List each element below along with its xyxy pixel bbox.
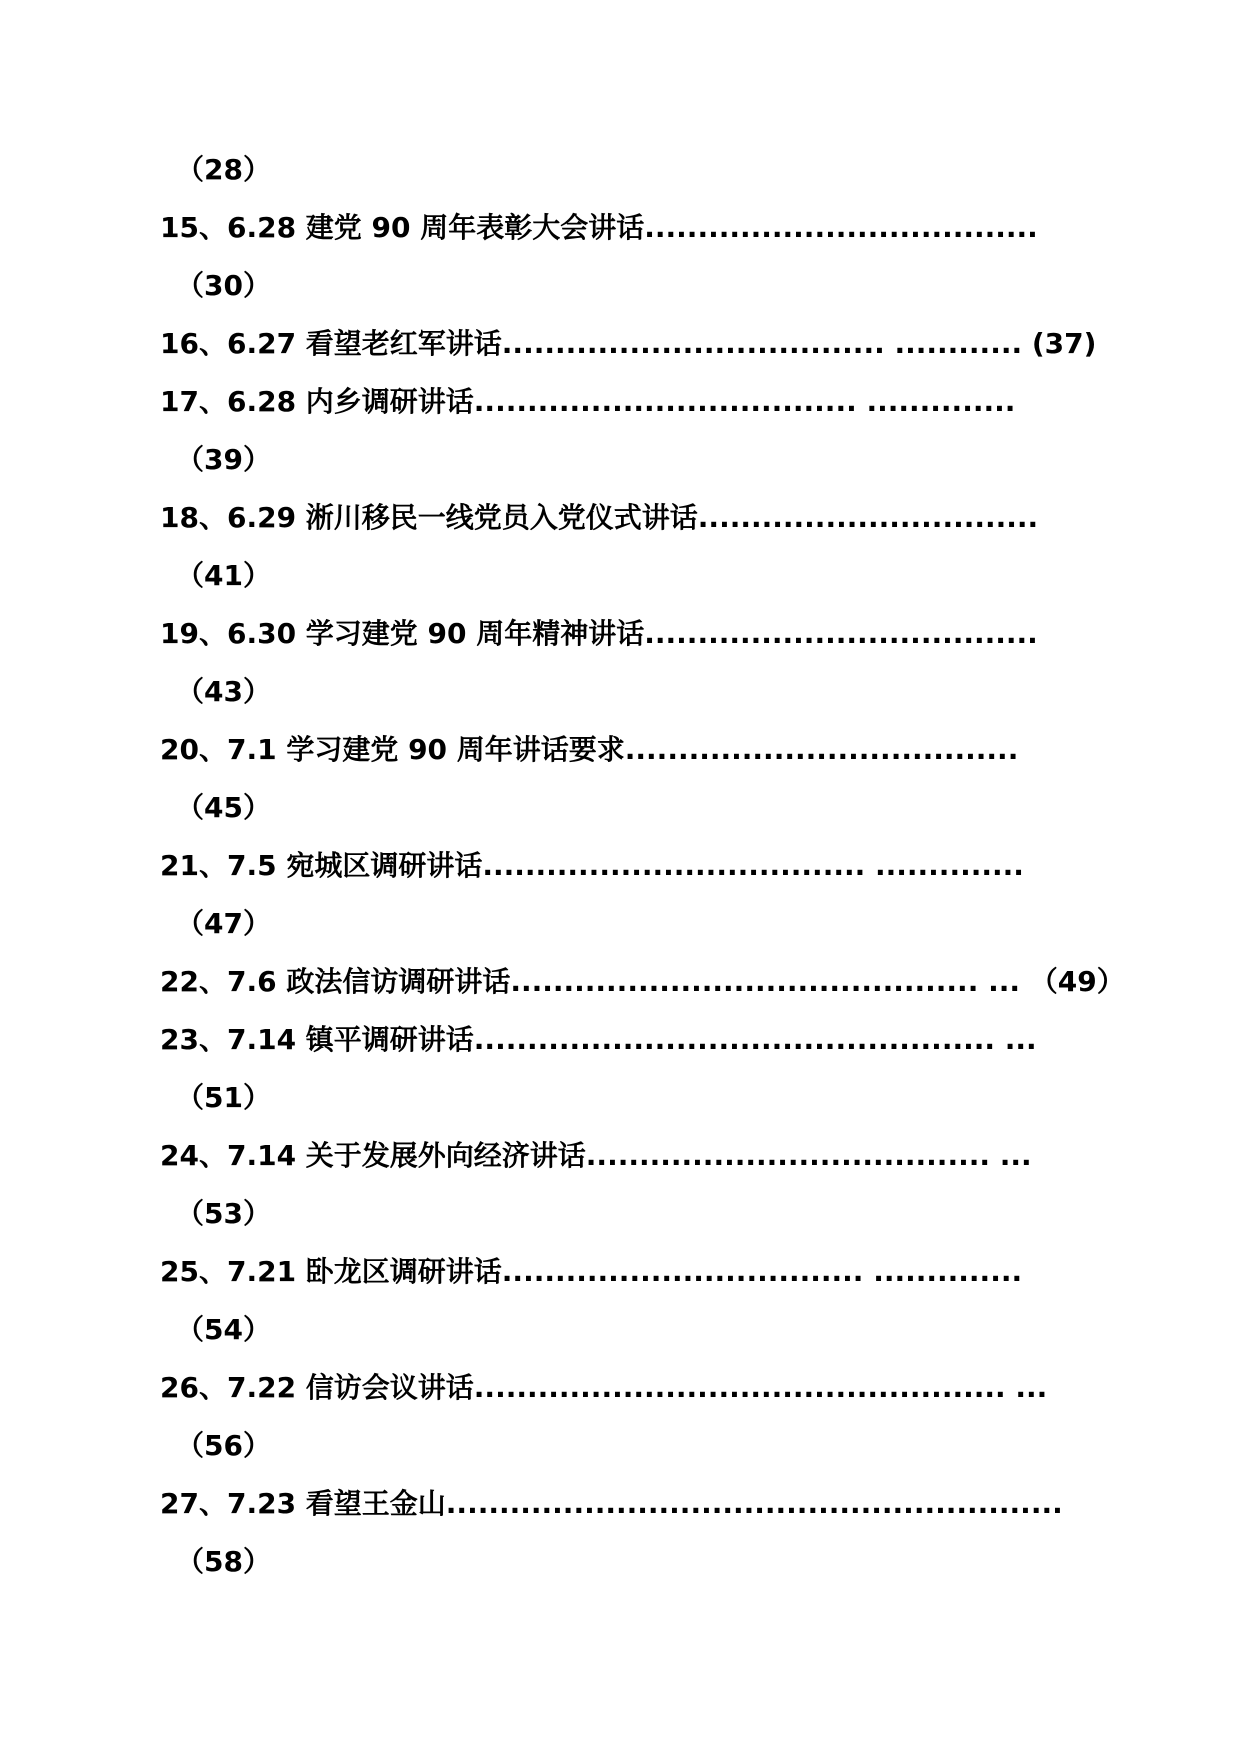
toc-page-number: （39） bbox=[176, 443, 271, 476]
toc-page-number: （58） bbox=[176, 1545, 271, 1578]
toc-entry: 23、7.14 镇平调研讲话................................................. ... bbox=[160, 1023, 1037, 1056]
toc-entry: 21、7.5 宛城区调研讲话.................................... .............. bbox=[160, 849, 1024, 882]
toc-page-number: （51） bbox=[176, 1081, 271, 1114]
toc-page-number: （45） bbox=[176, 791, 271, 824]
toc-page-number: （47） bbox=[176, 907, 271, 940]
toc-page-number: （56） bbox=[176, 1429, 271, 1462]
toc-entry: 15、6.28 建党 90 周年表彰大会讲话..................................... bbox=[160, 211, 1038, 244]
toc-page-number: （28） bbox=[176, 153, 271, 186]
toc-entry: 19、6.30 学习建党 90 周年精神讲话..................................... bbox=[160, 617, 1038, 650]
toc-entry: 20、7.1 学习建党 90 周年讲话要求..................................... bbox=[160, 733, 1019, 766]
toc-page-number: （30） bbox=[176, 269, 271, 302]
toc-page-number: （43） bbox=[176, 675, 271, 708]
toc-entry: 16、6.27 看望老红军讲话.................................... ............ (37) bbox=[160, 327, 1097, 360]
toc-entry: 27、7.23 看望王金山.......................................................... bbox=[160, 1487, 1063, 1520]
toc-entry: 22、7.6 政法信访调研讲话............................................ ... （49） bbox=[160, 965, 1125, 998]
toc-page-number: （54） bbox=[176, 1313, 271, 1346]
toc-entry: 24、7.14 关于发展外向经济讲话...................................... ... bbox=[160, 1139, 1032, 1172]
toc-entry: 26、7.22 信访会议讲话.................................................. ... bbox=[160, 1371, 1048, 1404]
toc-entry: 25、7.21 卧龙区调研讲话.................................. .............. bbox=[160, 1255, 1023, 1288]
toc-page-number: （41） bbox=[176, 559, 271, 592]
toc-page-number: （53） bbox=[176, 1197, 271, 1230]
toc-entry: 17、6.28 内乡调研讲话.................................... .............. bbox=[160, 385, 1016, 418]
toc-entry: 18、6.29 淅川移民一线党员入党仪式讲话................................ bbox=[160, 501, 1039, 534]
